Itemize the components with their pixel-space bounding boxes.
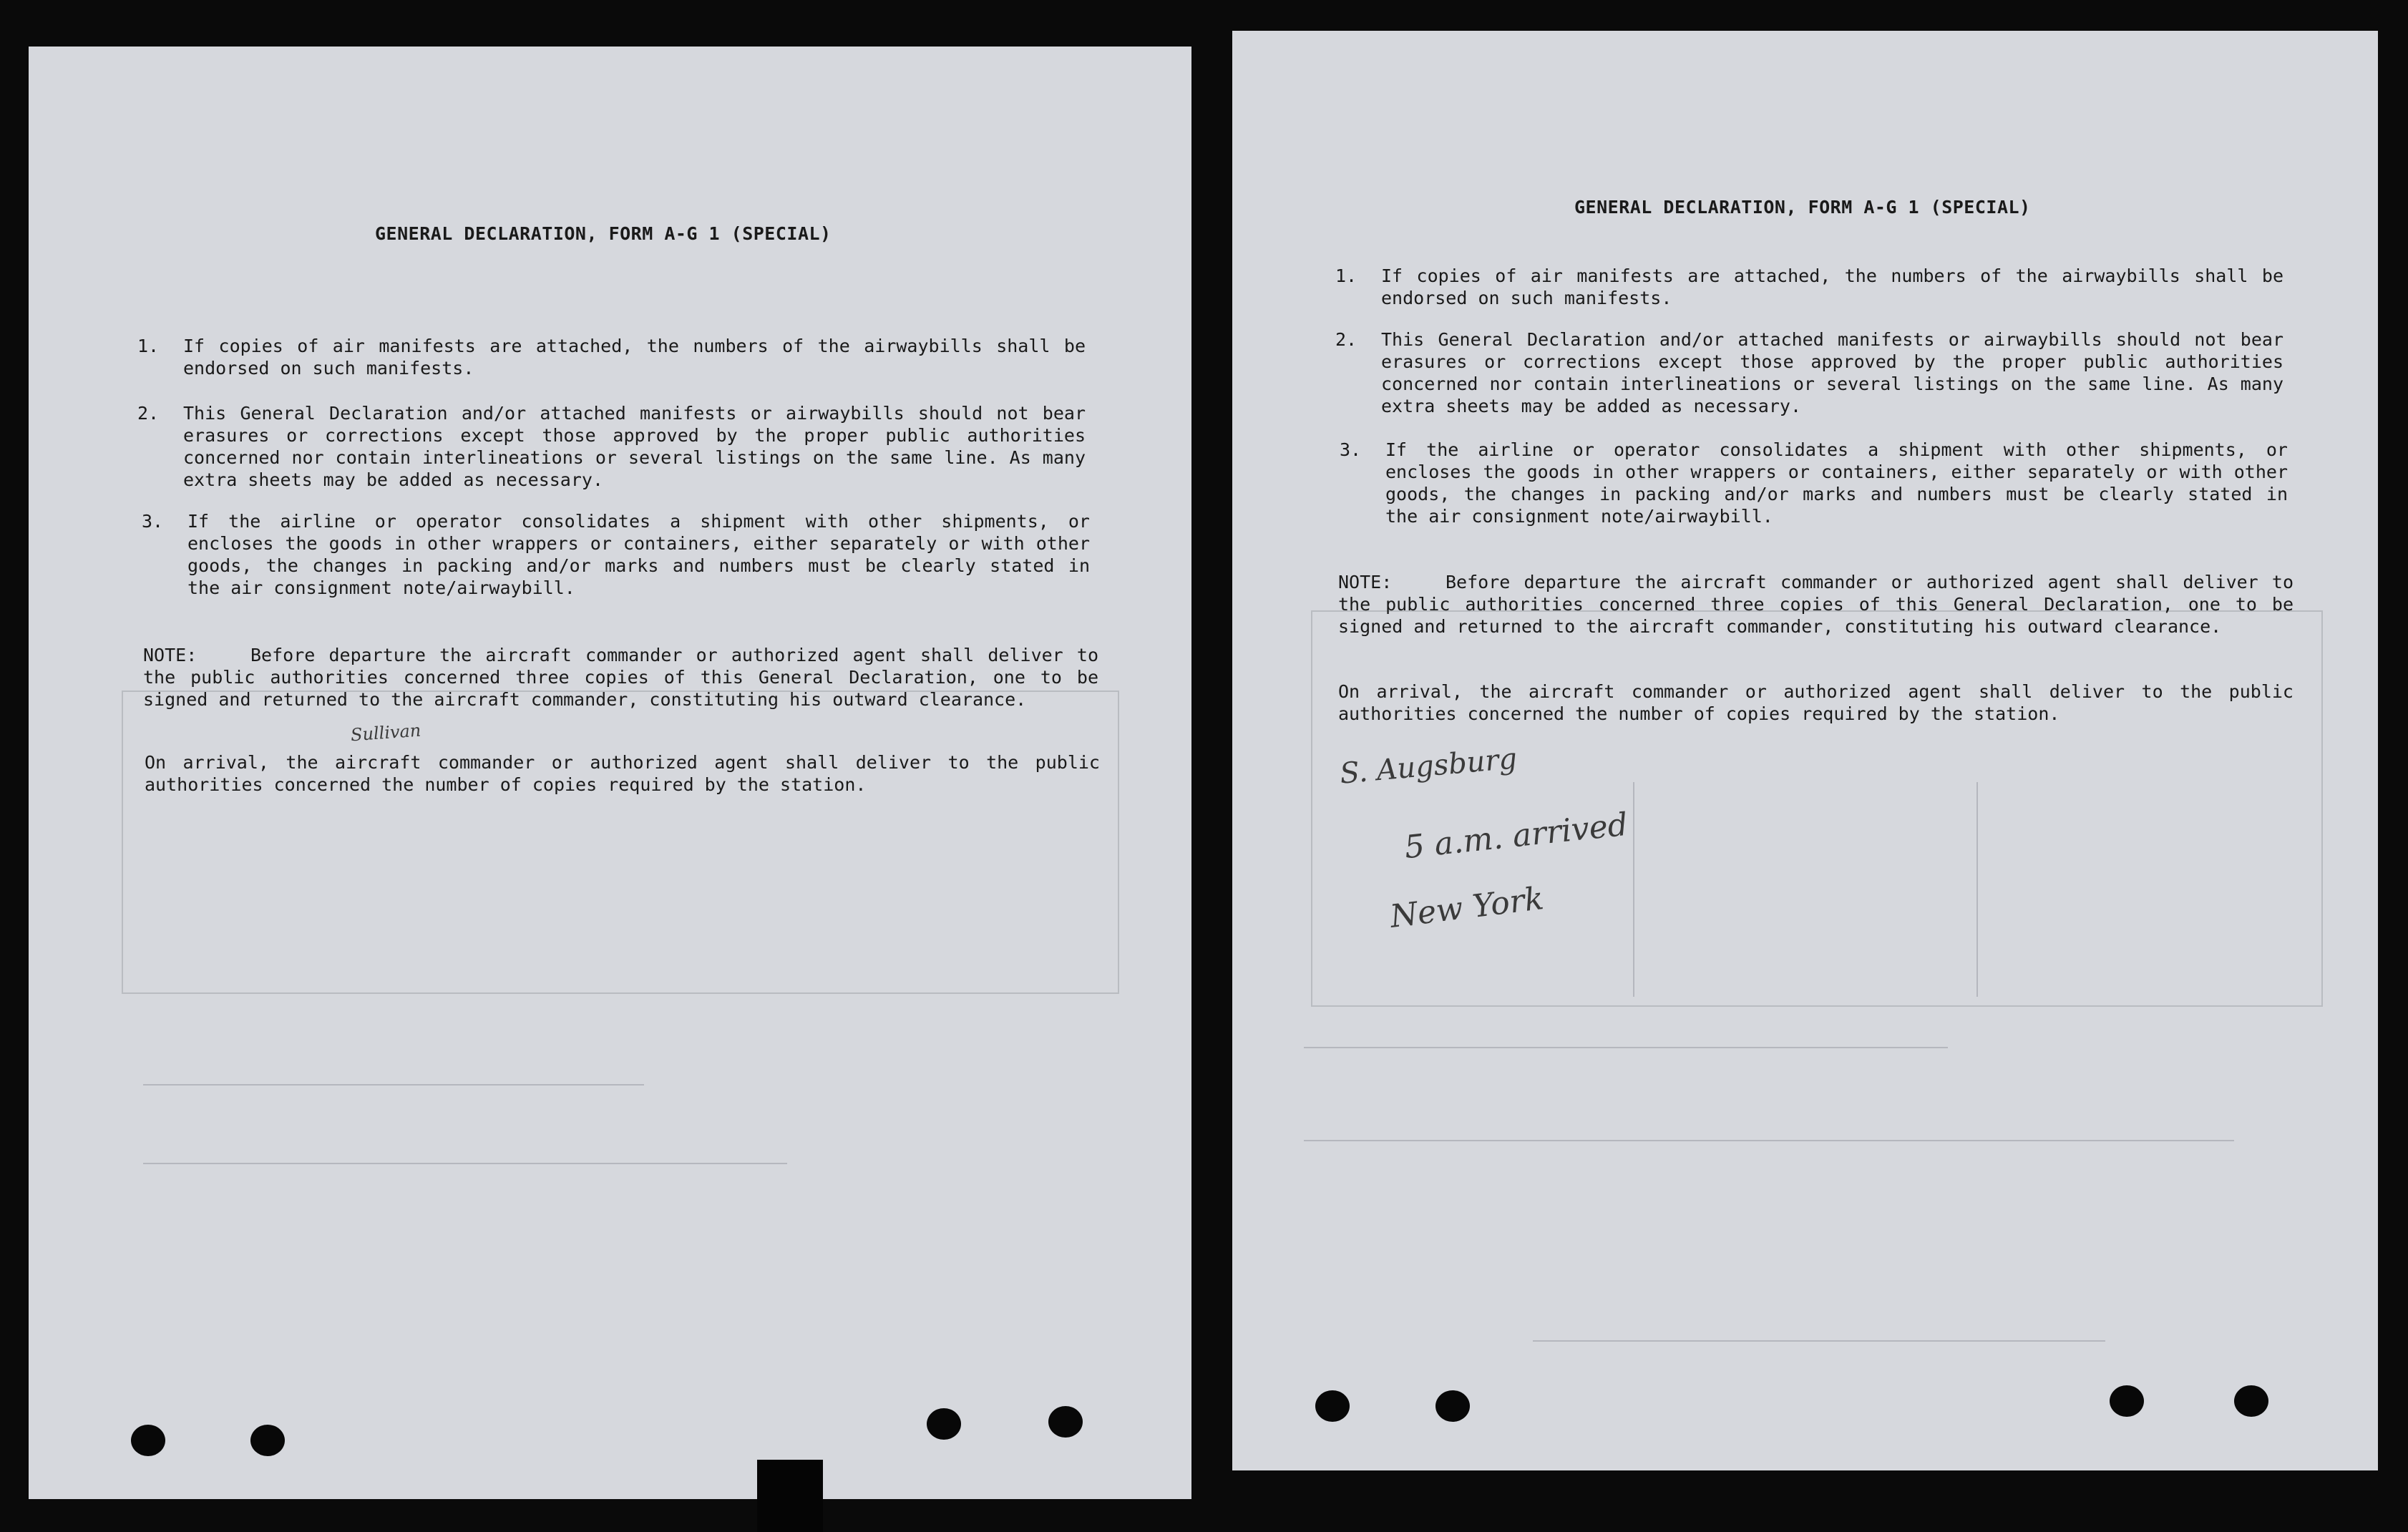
bleed-through-line [143,1163,787,1164]
handwritten-annotation: S. Augsburg [1338,742,1519,791]
item-text: If the airline or operator consolidates a shipment with other shipments, or encloses the goods in other wrappers or containers, either separately or with other goods, the changes in packing and/or marks and numbers must be clearly stated in the air consignment note/airwaybill. [187,511,1090,598]
arrival-paragraph: On arrival, the aircraft commander or authorized agent shall deliver to the public authorities concerned the number of copies required by the station. [145,752,1100,795]
bleed-through-line [1976,782,1978,997]
bleed-through-line [1533,1340,2105,1342]
binder-tab [757,1460,823,1532]
punch-hole [2234,1385,2268,1417]
item-text: If the airline or operator consolidates a shipment with other shipments, or encloses the goods in other wrappers or containers, either separately or with other goods, the changes in packing and/or marks and numbers must be clearly stated in the air consignment note/airwaybill. [1385,439,2288,527]
handwritten-annotation: 5 a.m. arrived [1403,806,1630,867]
item-number: 3. [142,511,164,532]
bleed-through-line [1633,782,1634,997]
item-number: 3. [1340,439,1362,460]
bleed-through-box [1311,610,2323,1007]
note-label: NOTE: [1338,572,1393,592]
page-title: GENERAL DECLARATION, FORM A-G 1 (SPECIAL) [375,223,832,244]
note-label: NOTE: [143,645,198,665]
document-page-left [29,47,1191,1499]
punch-hole [1435,1390,1470,1422]
document-page-right [1232,31,2378,1470]
note-paragraph [1338,571,2294,638]
item-text: If copies of air manifests are attached, the numbers of the airwaybills shall be endorsed on such manifests. [1381,265,2283,308]
note-text: Before departure the aircraft commander or authorized agent shall deliver to the public authorities concerned three copies of this General Declaration, one to be signed and returned to the aircraft commander, constituting his outward clearance. [143,645,1098,710]
punch-hole [2110,1385,2144,1417]
note-paragraph [143,644,1098,711]
bleed-through-line [1304,1047,1948,1048]
item-text: This General Declaration and/or attached manifests or airwaybills should not bear erasures or corrections except those approved by the proper public authorities concerned nor contain interlineations or several listings on the same line. As many extra sheets may be added as necessary. [1381,329,2283,416]
punch-hole [1315,1390,1350,1422]
item-text: If copies of air manifests are attached, the numbers of the airwaybills shall be endorsed on such manifests. [183,336,1086,379]
handwritten-annotation: Sullivan [350,720,422,746]
bleed-through-line [1304,1140,2234,1141]
punch-hole [250,1425,285,1456]
punch-hole [1048,1406,1083,1438]
item-number: 2. [1335,329,1357,350]
bleed-through-box [122,691,1119,994]
item-number: 1. [137,336,160,356]
note-text: Before departure the aircraft commander or authorized agent shall deliver to the public authorities concerned three copies of this General Declaration, one to be signed and returned to the aircraft commander, constituting his outward clearance. [1338,572,2294,637]
punch-hole [131,1425,165,1456]
item-number: 1. [1335,265,1357,286]
handwritten-annotation: New York [1388,880,1546,935]
arrival-paragraph: On arrival, the aircraft commander or authorized agent shall deliver to the public authorities concerned the number of copies required by the station. [1338,681,2294,724]
item-text: This General Declaration and/or attached manifests or airwaybills should not bear erasures or corrections except those approved by the proper public authorities concerned nor contain interlineations or several listings on the same line. As many extra sheets may be added as necessary. [183,403,1086,490]
bleed-through-line [143,1084,644,1085]
page-title: GENERAL DECLARATION, FORM A-G 1 (SPECIAL) [1574,197,2031,218]
item-number: 2. [137,403,160,424]
punch-hole [927,1408,961,1440]
